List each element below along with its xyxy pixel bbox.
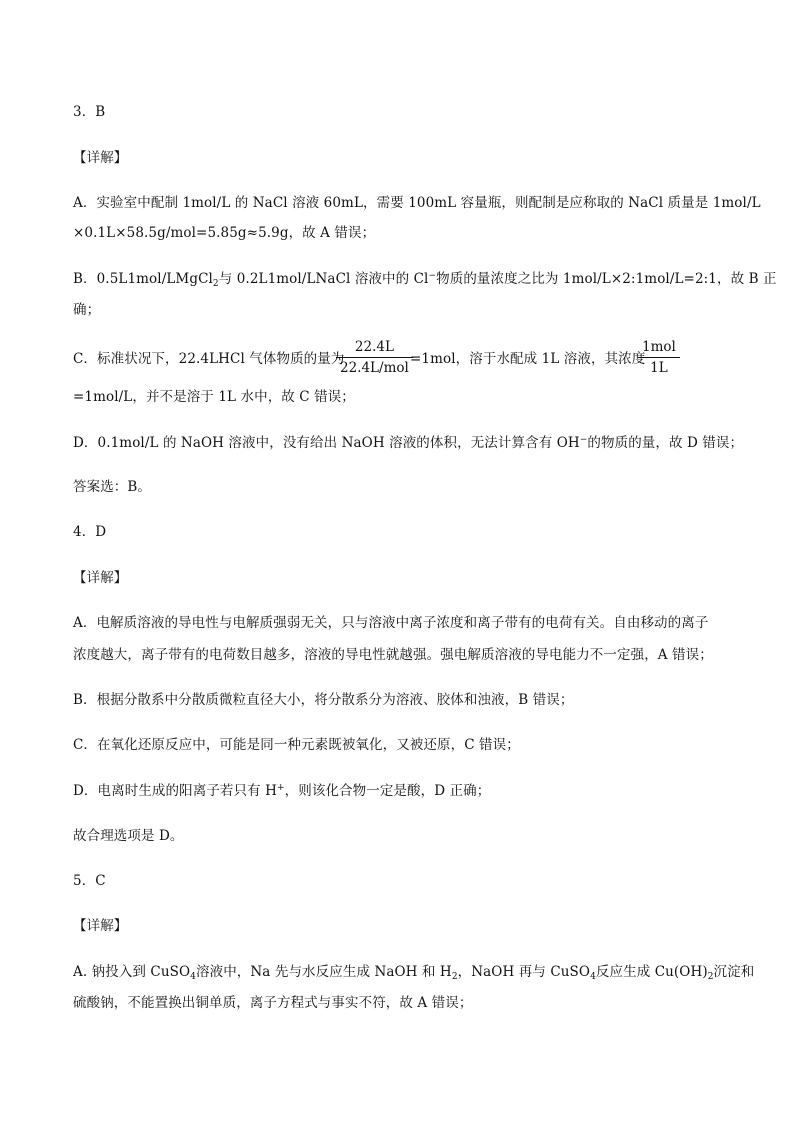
q5-answer: 5．C <box>73 873 106 889</box>
q3-b-text-3: 物质的量浓度之比为 1mol/L×2:1mol/L=2:1，故 B 正 <box>436 271 777 287</box>
q3-b-superscript: − <box>428 271 437 281</box>
q3-option-d <box>73 433 743 453</box>
q5-a-subscript-4: 2 <box>707 972 714 982</box>
q5-a-text-2: 溶液中，Na 先与水反应生成 NaOH 和 H <box>196 964 452 980</box>
q4-option-c: C．在氧化还原反应中，可能是同一种元素既被氧化，又被还原，C 错误； <box>73 737 520 753</box>
fraction-denominator: 1L <box>650 360 668 376</box>
q3-conclusion: 答案选：B。 <box>73 479 152 495</box>
q4-option-d <box>73 781 490 801</box>
fraction-bar <box>638 357 680 358</box>
q3-option-c-mid: =1mol，溶于水配成 1L 溶液，其浓度 <box>410 351 646 367</box>
q5-heading: 【详解】 <box>73 918 128 934</box>
q3-option-b-line1 <box>73 269 777 289</box>
q3-option-b-line2: 确； <box>73 302 101 318</box>
q3-d-text-1: D．0.1mol/L 的 NaOH 溶液中，没有给出 NaOH 溶液的体积，无法计算含有 OH <box>73 435 580 451</box>
q4-heading: 【详解】 <box>73 570 128 586</box>
q5-a-text-1: A. 钠投入到 CuSO <box>73 964 191 980</box>
q5-option-a-line1 <box>73 962 754 982</box>
q4-d-text-2: ，则该化合物一定是酸，D 正确； <box>284 783 491 799</box>
q4-d-superscript: + <box>277 783 285 793</box>
q5-a-text-5: 沉淀和 <box>713 964 755 980</box>
q3-b-text-1: B．0.5L1mol/LMgCl <box>73 271 213 287</box>
q3-fraction-moles <box>336 338 413 377</box>
q4-option-b: B．根据分散系中分散质微粒直径大小，将分散系分为溶液、胶体和浊液，B 错误； <box>73 692 574 708</box>
q4-d-text-1: D．电离时生成的阳离子若只有 H <box>73 783 277 799</box>
q3-option-c-line1 <box>73 349 344 369</box>
q5-a-subscript-3: 4 <box>590 972 596 982</box>
q3-fraction-concentration <box>638 338 680 377</box>
q3-option-a-line1: A．实验室中配制 1mol/L 的 NaCl 溶液 60mL，需要 100mL 容量瓶，则配制是应称取的 NaCl 质量是 1mol/L <box>73 195 761 211</box>
q5-a-text-3: ，NaOH 再与 CuSO <box>457 964 591 980</box>
q5-a-text-4: 反应生成 Cu(OH) <box>595 964 708 980</box>
q3-d-superscript: − <box>579 435 588 445</box>
q3-option-c-line2: =1mol/L，并不是溶于 1L 水中，故 C 错误； <box>73 389 355 405</box>
q3-c-text-1: C．标准状况下，22.4LHCl 气体物质的量为 <box>73 351 345 367</box>
fraction-numerator: 22.4L <box>354 339 394 355</box>
q3-b-subscript: 2 <box>212 279 219 289</box>
q4-option-a-line2: 浓度越大，离子带有的电荷数目越多，溶液的导电性就越强。强电解质溶液的导电能力不一定强，A 错误； <box>73 647 713 663</box>
q4-answer: 4．D <box>73 524 107 540</box>
q4-option-a-line1: A．电解质溶液的导电性与电解质强弱无关，只与溶液中离子浓度和离子带有的电荷有关。自由移动的离子 <box>73 615 709 631</box>
fraction-denominator: 22.4L/mol <box>340 360 409 376</box>
fraction-bar <box>336 357 413 358</box>
q5-a-subscript-2: 2 <box>451 972 458 982</box>
q4-conclusion: 故合理选项是 D。 <box>73 828 184 844</box>
q3-b-text-2: 与 0.2L1mol/LNaCl 溶液中的 Cl <box>218 271 429 287</box>
q3-d-text-2: 的物质的量，故 D 错误； <box>587 435 744 451</box>
q3-option-a-line2: ×0.1L×58.5g/mol=5.85g≈5.9g，故 A 错误； <box>73 225 376 241</box>
q3-heading: 【详解】 <box>73 150 128 166</box>
fraction-numerator: 1mol <box>642 339 676 355</box>
q5-a-subscript-1: 4 <box>190 972 196 982</box>
q5-option-a-line2: 硫酸钠，不能置换出铜单质，离子方程式与事实不符，故 A 错误； <box>73 995 473 1011</box>
q3-answer: 3．B <box>73 104 106 120</box>
